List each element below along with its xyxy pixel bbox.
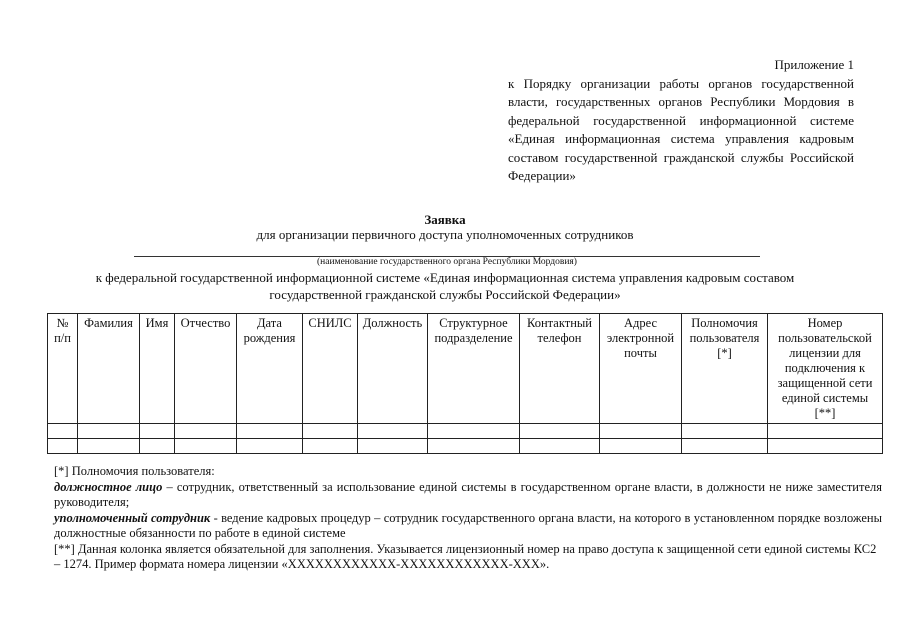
official-definition [54, 480, 882, 511]
table-cell[interactable] [140, 439, 175, 454]
table-cell[interactable] [682, 424, 768, 439]
col-name-header: Имя [140, 314, 175, 424]
table-cell[interactable] [768, 439, 883, 454]
system-line-1: к федеральной государственной информационной системе «Единая информационная система управления кадровым составом [95, 270, 795, 285]
document-subtitle: для организации первичного доступа уполномоченных сотрудников [256, 227, 634, 242]
table-cell[interactable] [175, 439, 237, 454]
col-phone-header: Контактный телефон [520, 314, 600, 424]
request-table [47, 313, 883, 454]
authority-heading: [*] Полномочия пользователя: [54, 464, 215, 478]
table-cell[interactable] [520, 439, 600, 454]
table-cell[interactable] [175, 424, 237, 439]
table-cell[interactable] [78, 439, 140, 454]
official-term: должностное лицо [54, 479, 163, 494]
organization-caption: (наименование государственного органа Республики Мордовия) [317, 257, 577, 267]
table-cell[interactable] [48, 424, 78, 439]
table-cell[interactable] [358, 424, 428, 439]
table-cell[interactable] [768, 424, 883, 439]
table-cell[interactable] [303, 424, 358, 439]
table-row [48, 439, 883, 454]
appendix-header [508, 56, 854, 186]
table-cell[interactable] [303, 439, 358, 454]
table-cell[interactable] [358, 439, 428, 454]
table-cell[interactable] [237, 439, 303, 454]
col-email-header: Адрес электронной почты [600, 314, 682, 424]
col-authority-header: Полномочия пользователя [*] [682, 314, 768, 424]
table-row [48, 424, 883, 439]
col-patronymic-header: Отчество [175, 314, 237, 424]
col-department-header: Структурное подразделение [428, 314, 520, 424]
appendix-number: Приложение 1 [774, 57, 854, 72]
system-line-2: государственной гражданской службы Российской Федерации» [269, 286, 621, 302]
table-cell[interactable] [428, 424, 520, 439]
table-cell[interactable] [600, 424, 682, 439]
col-snils-header: СНИЛС [303, 314, 358, 424]
col-birthdate-header: Дата рождения [237, 314, 303, 424]
col-license-header: Номер пользовательской лицензии для подключения к защищенной сети единой системы [**] [768, 314, 883, 424]
table-cell[interactable] [600, 439, 682, 454]
title-block [40, 212, 850, 242]
table-header-row [48, 314, 883, 424]
license-note: [**] Данная колонка является обязательной для заполнения. Указывается лицензионный номер на право доступа к защищенной сети единой системы КС2 – 1274. Пример формата номера лицензии «XXXXXXXXXXXX-XXXXXXXXXXXX-XXX». [54, 541, 877, 571]
authorized-term: уполномоченный сотрудник [54, 510, 211, 525]
system-description [40, 270, 850, 303]
table-cell[interactable] [140, 424, 175, 439]
table-cell[interactable] [428, 439, 520, 454]
authorized-definition [54, 511, 882, 542]
table-cell[interactable] [48, 439, 78, 454]
footnotes [54, 464, 882, 573]
authorized-text: - ведение кадровых процедур – сотрудник государственного органа власти, на которого в установленном порядке возложены должностные обязанности по работе в единой системе [54, 510, 883, 540]
col-position-header: Должность [358, 314, 428, 424]
table-cell[interactable] [237, 424, 303, 439]
table-cell[interactable] [78, 424, 140, 439]
table-cell[interactable] [682, 439, 768, 454]
col-surname-header: Фамилия [78, 314, 140, 424]
col-number-header: № п/п [48, 314, 78, 424]
document-title: Заявка [424, 212, 466, 227]
appendix-text: к Порядку организации работы органов государственной власти, государственных органов Республики Мордовия в федеральной государственной информационной системе «Единая информационная система управления кадровым составом государственной гражданской службы Российской Федерации» [508, 75, 854, 183]
table-cell[interactable] [520, 424, 600, 439]
official-text: – сотрудник, ответственный за использование единой системы в государственном органе власти, в должности не ниже заместителя руководителя; [54, 479, 882, 509]
